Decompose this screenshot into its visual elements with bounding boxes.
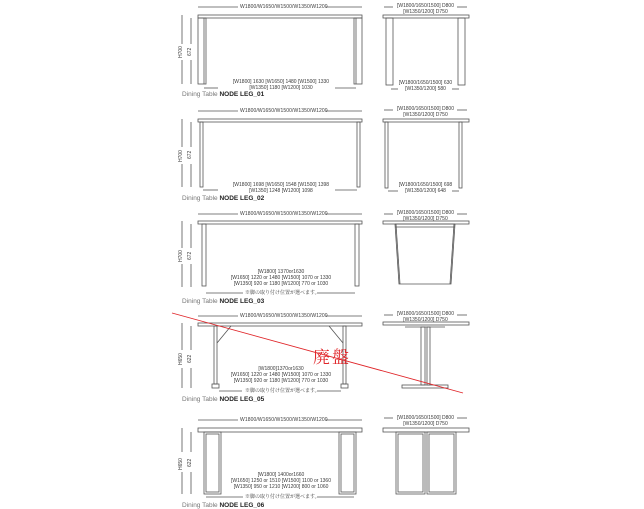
leg-02-width-label: W1800/W1650/W1500/W1350/W1200 bbox=[240, 108, 328, 114]
leg-01-width-label: W1800/W1650/W1500/W1350/W1200 bbox=[240, 4, 328, 10]
leg-03-note: ※脚の取り付け位置が選べます。 bbox=[245, 290, 320, 296]
leg-06-side-view bbox=[383, 418, 469, 494]
leg-02-depth-leg-span: [W1800/1650/1500] 698 [W1350/1200] 648 bbox=[398, 182, 453, 194]
leg-06-height-total: H650 bbox=[178, 458, 184, 470]
leg-03-side-view bbox=[383, 214, 469, 284]
leg-03-depth-label: [W1800/1650/1500] D800 [W1350/1200] D750 bbox=[397, 210, 454, 222]
leg-03-height-clear: 672 bbox=[187, 251, 193, 260]
leg-01-leg-span: [W1800] 1630 [W1650] 1480 [W1500] 1330 [W1350] 1180 [W1200] 1030 bbox=[232, 79, 330, 91]
leg-06-width-label: W1800/W1650/W1500/W1350/W1200 bbox=[240, 417, 328, 423]
leg-01-depth-label: [W1800/1650/1500] D800 [W1350/1200] D750 bbox=[397, 3, 454, 15]
leg-02-caption: Dining Table NODE LEG_02 bbox=[182, 195, 265, 202]
leg-05-leg-span: [W1800]1370or1630 [W1650] 1220 or 1480 [W1500] 1070 or 1330 [W1350] 920 or 1180 [W1200] 770 or 1030 bbox=[230, 366, 332, 384]
leg-01-height-total: H700 bbox=[178, 46, 184, 58]
leg-02-depth-label: [W1800/1650/1500] D800 [W1350/1200] D750 bbox=[397, 106, 454, 118]
leg-03-height-total: H700 bbox=[178, 250, 184, 262]
leg-06-depth-label: [W1800/1650/1500] D800 [W1350/1200] D750 bbox=[397, 415, 454, 427]
leg-05-width-label: W1800/W1650/W1500/W1350/W1200 bbox=[240, 313, 328, 319]
leg-05-note: ※脚の取り付け位置が選べます。 bbox=[245, 388, 320, 394]
leg-01-side-view bbox=[383, 7, 469, 89]
leg-03-width-label: W1800/W1650/W1500/W1350/W1200 bbox=[240, 211, 328, 217]
leg-01-depth-leg-span: [W1800/1650/1500] 630 [W1350/1200] 580 bbox=[398, 80, 453, 92]
leg-06-note: ※脚の取り付け位置が選べます。 bbox=[245, 494, 320, 500]
leg-02-front-view bbox=[182, 111, 362, 190]
leg-01-caption: Dining Table NODE LEG_01 bbox=[182, 91, 265, 98]
leg-03-leg-span: [W1800] 1370or1630 [W1650] 1220 or 1480 [W1500] 1070 or 1330 [W1350] 920 or 1180 [W1200] 770 or 1030 bbox=[230, 269, 332, 287]
leg-05-height-clear: 622 bbox=[187, 354, 193, 363]
leg-05-side-view bbox=[383, 315, 469, 388]
leg-05-depth-label: [W1800/1650/1500] D800 [W1350/1200] D750 bbox=[397, 311, 454, 323]
leg-02-height-total: H700 bbox=[178, 150, 184, 162]
leg-02-leg-span: [W1800] 1698 [W1650] 1548 [W1500] 1398 [W1350] 1248 [W1200] 1098 bbox=[232, 182, 330, 194]
leg-05-caption: Dining Table NODE LEG_05 bbox=[182, 396, 265, 403]
leg-02-side-view bbox=[383, 110, 469, 191]
leg-01-height-clear: 672 bbox=[187, 47, 193, 56]
leg-05-height-total: H650 bbox=[178, 353, 184, 365]
leg-03-caption: Dining Table NODE LEG_03 bbox=[182, 298, 265, 305]
leg-01-front-view bbox=[182, 7, 362, 88]
leg-06-leg-span: [W1800] 1400or1660 [W1650] 1250 or 1510 [W1500] 1100 or 1360 [W1350] 950 or 1210 [W1200] 800 or 1060 bbox=[231, 472, 331, 490]
discontinued-stamp: 廃盤 bbox=[313, 348, 351, 368]
leg-06-height-clear: 622 bbox=[187, 458, 193, 467]
leg-06-caption: Dining Table NODE LEG_06 bbox=[182, 502, 265, 509]
leg-02-height-clear: 672 bbox=[187, 150, 193, 159]
